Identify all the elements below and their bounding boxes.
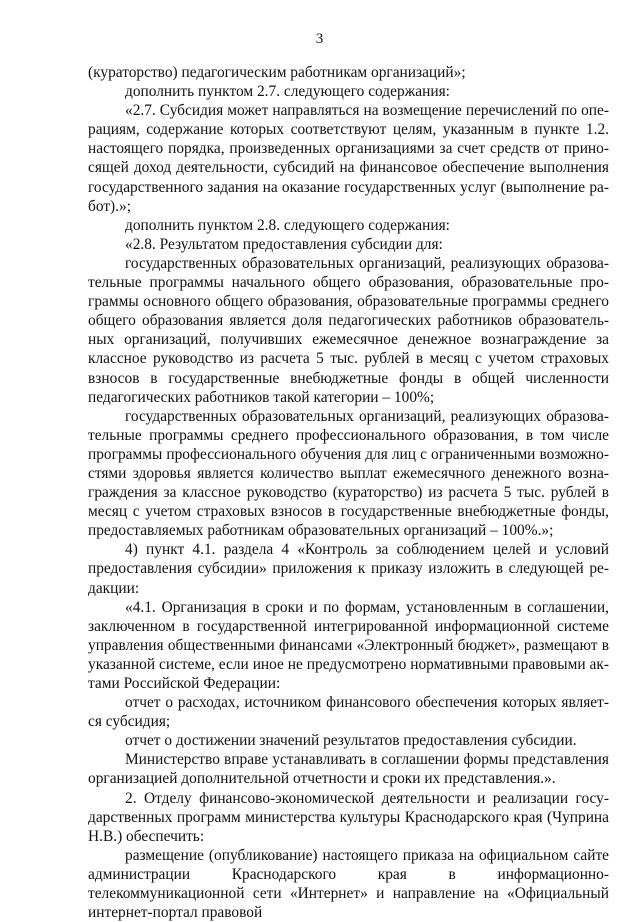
page-number: 3 — [315, 31, 324, 47]
paragraph: размещение (опубликование) настоящего приказа на официальном сайте администрации Краснодарского края в информационно-телекоммуникационной сети «Интернет» и направление на «Официальный интернет-портал правовой — [88, 846, 609, 922]
paragraph: дополнить пунктом 2.8. следующего содержания: — [125, 216, 450, 234]
paragraph: «4.1. Организация в сроки и по формам, установленным в соглашении, заключенном в государственной интегрированной информационной системе управления общественными финансами «Электронный бюджет», размещают в указанной системе, если иное не предусмотрено нормативными правовыми актами Российской Федерации: — [88, 598, 609, 692]
paragraph: 2. Отделу финансово-экономической деятельности и реализации государственных программ министерства культуры Краснодарского края (Чуприна Н.В.) обеспечить: — [88, 789, 609, 845]
paragraph: отчет о расходах, источником финансового обеспечения которых является субсидия; — [88, 694, 609, 731]
paragraph: Министерство вправе устанавливать в соглашении формы представления организацией дополнительной отчетности и сроки их представления.». — [88, 751, 609, 788]
paragraph: государственных образовательных организаций, реализующих образовательные программы начального общего образования, образовательные программы основного общего образования, образовательные программы среднего общего образования является доля педагогических работников образовательных организаций, получивших ежемесячное денежное вознаграждение за классное руководство из расчета 5 тыс. рублей в месяц с учетом страховых взносов в государственные внебюджетные фонды в общей численности педагогических работников такой категории – 100%; — [88, 254, 609, 406]
paragraph: государственных образовательных организаций, реализующих образовательные программы среднего профессионального образования, в том числе программы профессионального обучения для лиц с ограниченными возможностями здоровья является количество выплат ежемесячного денежного вознаграждения за классное руководство (кураторство) из расчета 5 тыс. рублей в месяц с учетом страховых взносов в государственные внебюджетные фонды, предоставляемых работникам образовательных организаций – 100%.»; — [88, 407, 609, 540]
document-body — [88, 63, 609, 922]
paragraph: дополнить пунктом 2.7. следующего содержания: — [125, 83, 450, 101]
paragraph: (кураторство) педагогическим работникам организаций»; — [88, 64, 466, 81]
paragraph: 4) пункт 4.1. раздела 4 «Контроль за соблюдением целей и условий предоставления субсидии» приложения к приказу изложить в следующей редакции: — [88, 541, 609, 597]
paragraph: отчет о достижении значений результатов предоставления субсидии. — [125, 732, 577, 750]
paragraph: «2.7. Субсидия может направляться на возмещение перечислений по операциям, содержание которых соответствуют целям, указанным в пункте 1.2. настоящего порядка, произведенных организациями за счет средств от приносящей доход деятельности, субсидий на финансовое обеспечение выполнения государственного задания на оказание государственных услуг (выполнение работ).»; — [88, 102, 609, 215]
paragraph: «2.8. Результатом предоставления субсидии для: — [125, 235, 443, 253]
